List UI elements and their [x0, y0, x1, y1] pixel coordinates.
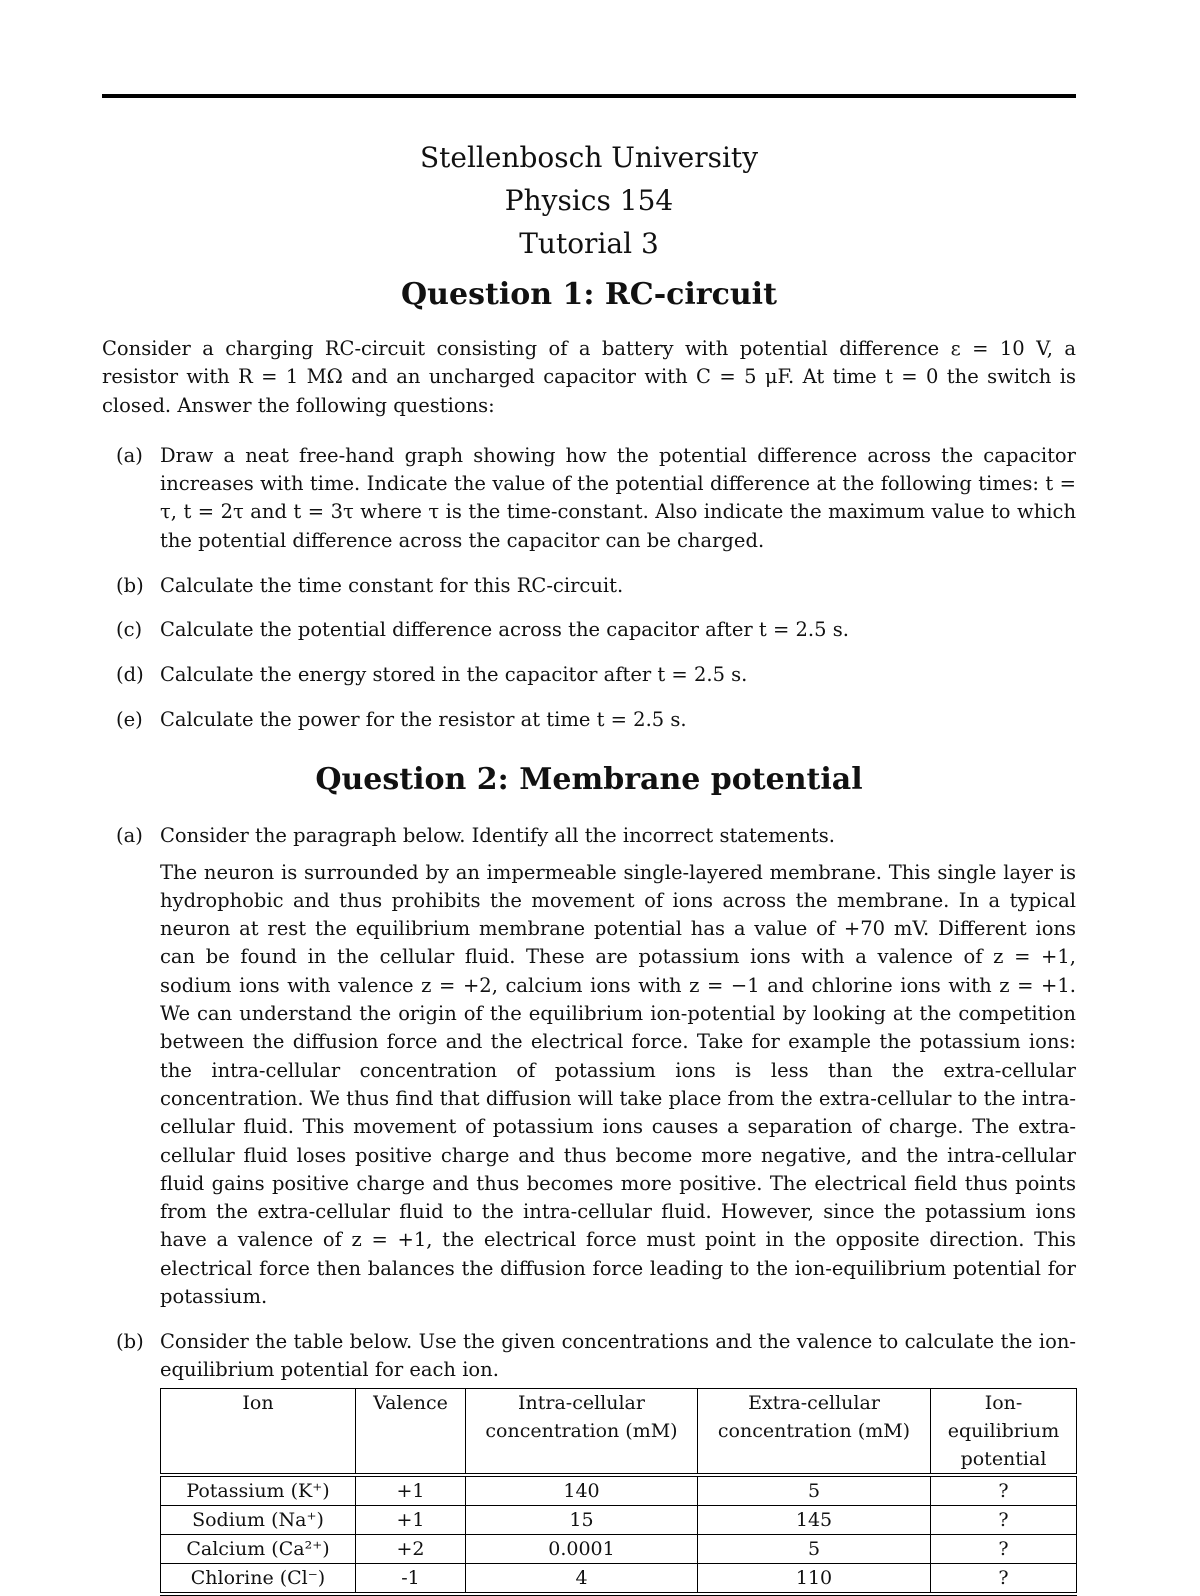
table-row — [161, 1506, 1077, 1535]
question-1-item — [102, 661, 1076, 689]
cell-potential: ? — [931, 1506, 1077, 1535]
col-header-intra: Intra-cellular concentration (mM) — [466, 1389, 698, 1476]
item-text: Calculate the energy stored in the capacitor after t = 2.5 s. — [160, 663, 748, 687]
top-rule — [102, 94, 1076, 98]
cell-potential: ? — [931, 1535, 1077, 1564]
question-2-item-b — [102, 1328, 1076, 1385]
item-label: (e) — [116, 707, 143, 731]
cell-valence: -1 — [356, 1564, 466, 1595]
item-text: Calculate the power for the resistor at time t = 2.5 s. — [160, 707, 687, 731]
university-name: Stellenbosch University — [419, 141, 759, 174]
table-row — [161, 1535, 1077, 1564]
question-1-item — [102, 706, 1076, 734]
col-header-ion: Ion — [161, 1389, 356, 1476]
tutorial-number: Tutorial 3 — [519, 227, 659, 260]
title-block — [102, 136, 1076, 265]
document-page — [102, 94, 1076, 1596]
cell-ion: Sodium (Na⁺) — [161, 1506, 356, 1535]
membrane-paragraph: The neuron is surrounded by an impermeable single-layered membrane. This single layer is hydrophobic and thus prohibits the movement of ions across the membrane. In a typical neuron at rest the equilibrium membrane potential has a value of +70 mV. Different ions can be found in the cellular fluid. These are potassium ions with a valence of z = +1, sodium ions with valence z = +2, calcium ions with z = −1 and chlorine ions with z = +1. We can understand the origin of the equilibrium ion-potential by looking at the competition between the diffusion force and the electrical force. Take for example the potassium ions: the intra-cellular concentration of potassium ions is less than the extra-cellular concentration. We thus find that diffusion will take place from the extra-cellular to the intra-cellular fluid. This movement of potassium ions causes a separation of charge. The extra-cellular fluid loses positive charge and thus become more negative, and the intra-cellular fluid gains positive charge and thus becomes more positive. The electrical field thus points from the extra-cellular fluid to the intra-cellular fluid. However, since the potassium ions have a valence of z = +1, the electrical force must point in the opposite direction. This electrical force then balances the diffusion force leading to the ion-equilibrium potential for potassium. — [160, 860, 1076, 1309]
cell-extra: 145 — [698, 1506, 931, 1535]
cell-intra: 140 — [466, 1475, 698, 1506]
item-text: Draw a neat free-hand graph showing how the potential difference across the capacitor increases with time. Indicate the value of the potential difference at the following times: t = τ, t = 2τ and t = 3τ where τ is the time-constant. Also indicate the maximum value to which the potential difference across the capacitor can be charged. — [160, 443, 1076, 552]
item-text: Calculate the potential difference across the capacitor after t = 2.5 s. — [160, 618, 849, 642]
question-2-heading: Question 2: Membrane potential — [315, 762, 863, 798]
cell-potential: ? — [931, 1564, 1077, 1595]
table-row — [161, 1564, 1077, 1595]
cell-intra: 4 — [466, 1564, 698, 1595]
item-label: (c) — [116, 618, 143, 642]
cell-extra: 5 — [698, 1475, 931, 1506]
cell-ion: Chlorine (Cl⁻) — [161, 1564, 356, 1595]
question-1-heading: Question 1: RC-circuit — [401, 277, 777, 312]
question-1-items — [102, 442, 1076, 734]
item-text: Calculate the time constant for this RC-circuit. — [160, 573, 624, 597]
cell-extra: 110 — [698, 1564, 931, 1595]
cell-extra: 5 — [698, 1535, 931, 1564]
cell-potential: ? — [931, 1475, 1077, 1506]
cell-valence: +2 — [356, 1535, 466, 1564]
item-label: (d) — [116, 663, 144, 687]
question-1-item — [102, 572, 1076, 600]
question-2-items — [102, 822, 1076, 1596]
cell-valence: +1 — [356, 1475, 466, 1506]
table-row — [161, 1475, 1077, 1506]
cell-ion: Calcium (Ca²⁺) — [161, 1535, 356, 1564]
course-name: Physics 154 — [504, 184, 674, 217]
item-label: (a) — [116, 443, 143, 467]
col-header-extra: Extra-cellular concentration (mM) — [698, 1389, 931, 1476]
question-1-item — [102, 616, 1076, 644]
item-label: (b) — [116, 573, 144, 597]
col-header-potential: Ion-equilibrium potential — [931, 1389, 1077, 1476]
cell-intra: 0.0001 — [466, 1535, 698, 1564]
ion-table — [160, 1388, 1077, 1596]
item-text: Consider the table below. Use the given concentrations and the valence to calculate the ion-equilibrium potential for each ion. — [160, 1329, 1076, 1382]
question-2-item-a — [102, 822, 1076, 1311]
col-header-valence: Valence — [356, 1389, 466, 1476]
cell-ion: Potassium (K⁺) — [161, 1475, 356, 1506]
item-label: (a) — [116, 824, 143, 848]
cell-valence: +1 — [356, 1506, 466, 1535]
table-header-row — [161, 1389, 1077, 1476]
item-label: (b) — [116, 1329, 144, 1353]
cell-intra: 15 — [466, 1506, 698, 1535]
question-1-intro: Consider a charging RC-circuit consisting of a battery with potential difference ε = 10 V, a resistor with R = 1 MΩ and an uncharged capacitor with C = 5 μF. At time t = 0 the switch is closed. Answer the following questions: — [102, 337, 1076, 417]
item-text: Consider the paragraph below. Identify all the incorrect statements. — [160, 824, 835, 848]
question-1-item — [102, 442, 1076, 555]
